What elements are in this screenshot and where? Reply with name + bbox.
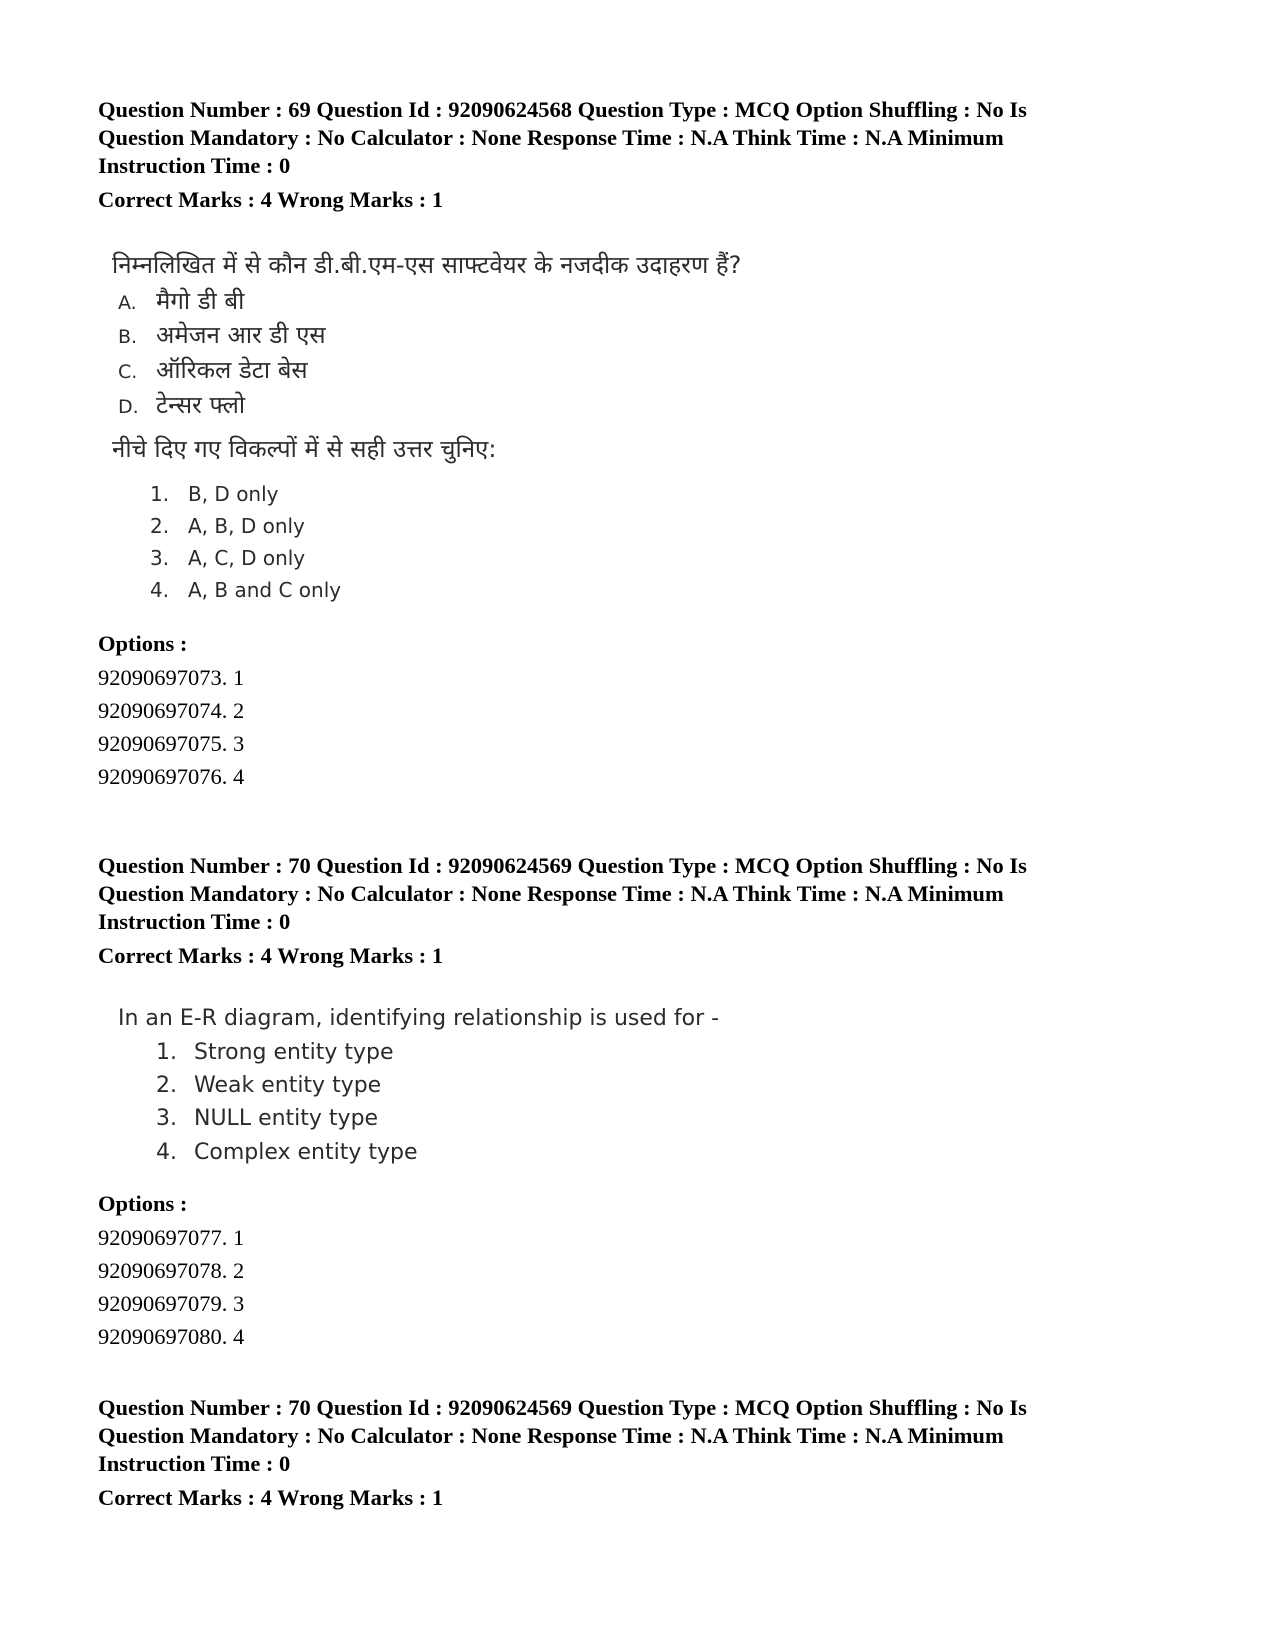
question-meta-line: Question Mandatory : No Calculator : None Response Time : N.A Think Time : N.A Minimum bbox=[98, 125, 1004, 150]
choice-text: A, B and C only bbox=[188, 578, 342, 602]
options-heading: Options : bbox=[98, 631, 188, 656]
choice-text: NULL entity type bbox=[194, 1106, 379, 1131]
option-line: 92090697079. 3 bbox=[98, 1291, 245, 1316]
choice-text: Weak entity type bbox=[194, 1073, 382, 1098]
choice-text: Complex entity type bbox=[194, 1140, 418, 1165]
option-line: 92090697074. 2 bbox=[98, 698, 245, 723]
question-prompt: नीचे दिए गए विकल्पों में से सही उत्तर चुनिए: bbox=[112, 435, 497, 463]
statement-text: मैगो डी बी bbox=[156, 287, 245, 315]
option-line: 92090697077. 1 bbox=[98, 1225, 245, 1250]
options-heading: Options : bbox=[98, 1191, 188, 1216]
statement-letter: B. bbox=[118, 326, 138, 348]
option-line: 92090697073. 1 bbox=[98, 665, 245, 690]
question-meta-line: Question Mandatory : No Calculator : None Response Time : N.A Think Time : N.A Minimum bbox=[98, 881, 1004, 906]
choice-number: 2. bbox=[156, 1073, 177, 1098]
choice-text: A, B, D only bbox=[188, 514, 305, 538]
choice-text: Strong entity type bbox=[194, 1040, 394, 1065]
choice-text: B, D only bbox=[188, 482, 279, 506]
question-header-70 bbox=[98, 852, 1208, 970]
question-meta-line: Question Number : 70 Question Id : 92090624569 Question Type : MCQ Option Shuffling : No Is bbox=[98, 853, 1027, 878]
choice-item bbox=[150, 578, 341, 602]
statement-item bbox=[118, 318, 326, 351]
choice-number: 2. bbox=[150, 514, 170, 538]
statement-item bbox=[118, 388, 245, 421]
statement-item bbox=[118, 353, 308, 386]
choice-item bbox=[150, 546, 305, 570]
option-line: 92090697076. 4 bbox=[98, 764, 245, 789]
option-line: 92090697080. 4 bbox=[98, 1324, 245, 1349]
statement-letter: D. bbox=[118, 396, 139, 418]
option-line: 92090697078. 2 bbox=[98, 1258, 245, 1283]
question-header-70-repeat bbox=[98, 1394, 1208, 1512]
choice-item bbox=[156, 1140, 418, 1165]
option-line: 92090697075. 3 bbox=[98, 731, 245, 756]
question-meta-line: Instruction Time : 0 bbox=[98, 909, 291, 934]
choice-number: 4. bbox=[150, 578, 170, 602]
question-meta-line: Question Mandatory : No Calculator : None Response Time : N.A Think Time : N.A Minimum bbox=[98, 1423, 1004, 1448]
question-marks: Correct Marks : 4 Wrong Marks : 1 bbox=[98, 943, 444, 968]
choice-number: 1. bbox=[150, 482, 170, 506]
statement-text: अमेजन आर डी एस bbox=[156, 321, 326, 349]
choice-text: A, C, D only bbox=[188, 546, 306, 570]
question-meta-line: Instruction Time : 0 bbox=[98, 1451, 291, 1476]
choice-number: 3. bbox=[150, 546, 170, 570]
question-marks: Correct Marks : 4 Wrong Marks : 1 bbox=[98, 187, 444, 212]
question-meta-line: Question Number : 70 Question Id : 92090624569 Question Type : MCQ Option Shuffling : No Is bbox=[98, 1395, 1027, 1420]
question-stem: निम्नलिखित में से कौन डी.बी.एम-एस साफ्टवेयर के नजदीक उदाहरण हैं? bbox=[112, 251, 742, 279]
statement-text: टेन्सर फ्लो bbox=[156, 391, 246, 419]
choice-item bbox=[156, 1040, 394, 1065]
question-meta-line: Question Number : 69 Question Id : 92090624568 Question Type : MCQ Option Shuffling : No Is bbox=[98, 97, 1027, 122]
choice-item bbox=[150, 482, 279, 506]
choice-item bbox=[156, 1106, 378, 1131]
choice-number: 1. bbox=[156, 1040, 177, 1065]
statement-text: ऑरिकल डेटा बेस bbox=[156, 356, 308, 384]
question-header-69 bbox=[98, 96, 1208, 214]
choice-item bbox=[156, 1073, 381, 1098]
question-meta-line: Instruction Time : 0 bbox=[98, 153, 291, 178]
question-stem: In an E-R diagram, identifying relationship is used for - bbox=[118, 1006, 720, 1031]
choice-number: 3. bbox=[156, 1106, 177, 1131]
statement-letter: A. bbox=[118, 292, 137, 314]
choice-item bbox=[150, 514, 305, 538]
statement-letter: C. bbox=[118, 361, 138, 383]
choice-number: 4. bbox=[156, 1140, 177, 1165]
question-marks: Correct Marks : 4 Wrong Marks : 1 bbox=[98, 1485, 444, 1510]
statement-item bbox=[118, 284, 244, 317]
